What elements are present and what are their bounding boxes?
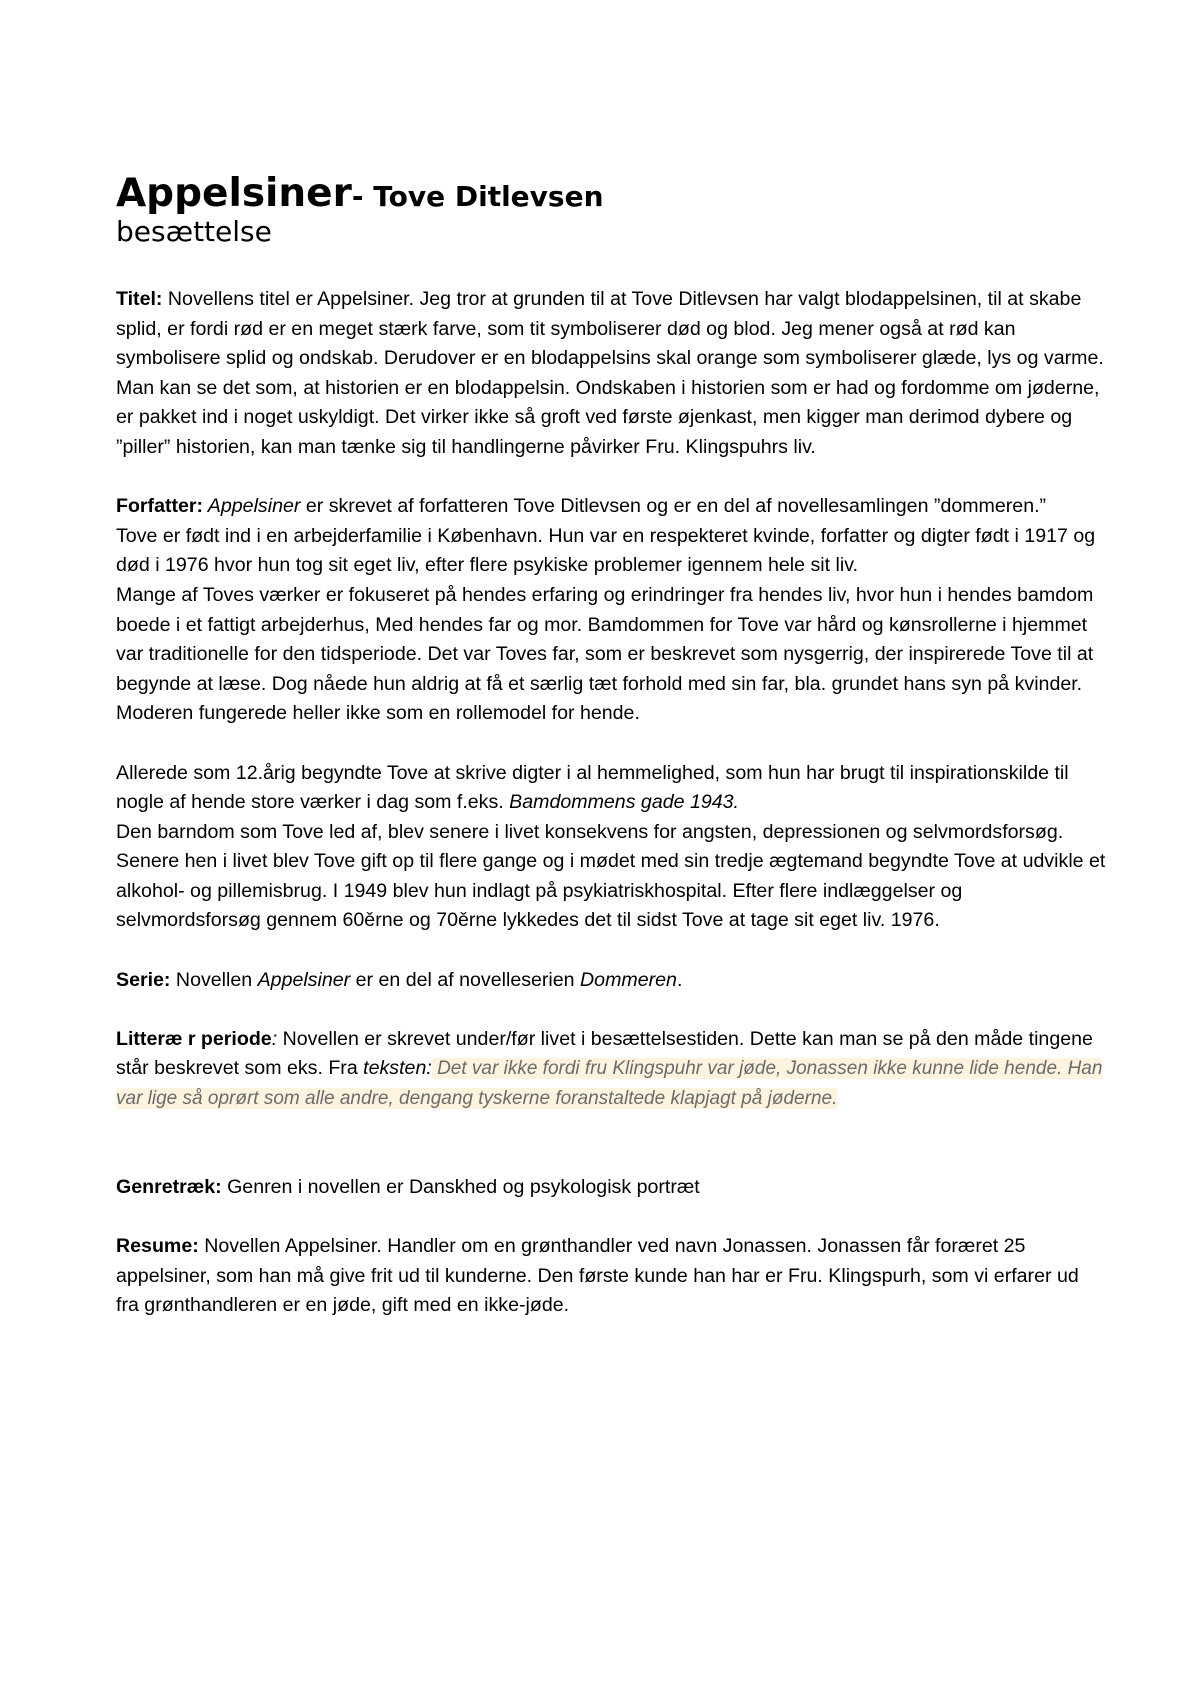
- document-page: [116, 171, 1106, 1321]
- text-titel: Novellens titel er Appelsiner. Jeg tror at grunden til at Tove Ditlevsen har valgt blodappelsinen, til at skabe splid, er fordi rød er en meget stærk farve, som tit symboliserer død og blod. Jeg mener også at rød kan symbolisere splid og ondskab. Derudover er en blodappelsins skal orange som symboliserer glæde, lys og varme. Man kan se det som, at historien er en blodappelsin. Ondskaben i historien som er had og fordomme om jøderne, er pakket ind i noget uskyldigt. Det virker ikke så groft ved første øjenkast, men kigger man derimod dybere og ”piller” historien, kan man tænke sig til handlingerne påvirker Fru. Klingspuhrs liv.: [116, 288, 1104, 458]
- text-genre: Genren i novellen er Danskhed og psykologisk portræt: [221, 1175, 700, 1198]
- italic-serie-1: Appelsiner: [257, 968, 351, 991]
- text-litteraer: Novellen er skrevet under/før livet i besættelsestiden. Dette kan man se på den måde tingene står beskrevet som eks. Fra: [116, 1027, 1093, 1080]
- paragraph-serie: [116, 966, 1106, 996]
- document-body: [116, 285, 1106, 1321]
- title-author: - Tove Ditlevsen: [351, 180, 604, 213]
- label-resume: Resume:: [116, 1235, 199, 1257]
- text-forfatter: er skrevet af forfatteren Tove Ditlevsen og er en del af novellesamlingen ”dommeren.”: [300, 495, 1047, 518]
- document-subtitle: besættelse: [116, 215, 272, 248]
- paragraph-genre: [116, 1173, 1106, 1203]
- spacer: [116, 463, 1106, 493]
- paragraph-forfatter: [116, 492, 1106, 522]
- label-litteraer: Litteræ r periode: [116, 1027, 272, 1050]
- paragraph-forfatter-2: Tove er født ind i en arbejderfamilie i København. Hun var en respekteret kvinde, forfatter og digter født i 1917 og død i 1976 hvor hun tog sit eget liv, efter flere psykiske problemer igennem hele sit liv.: [116, 524, 1096, 577]
- italic-forfatter-4: Bamdommens gade 1943.: [509, 791, 739, 814]
- spacer: [116, 1202, 1106, 1232]
- spacer: [116, 1114, 1106, 1144]
- italic-forfatter: Appelsiner: [203, 495, 301, 518]
- spacer: [116, 995, 1106, 1025]
- document-title: [116, 171, 1106, 216]
- label-genre: Genretræk:: [116, 1175, 222, 1198]
- text-serie-3: .: [676, 968, 683, 991]
- text-serie-2: er en del af novelleserien: [350, 968, 581, 991]
- paragraph-litteraer: [116, 1025, 1106, 1114]
- text-serie-1: Novellen: [170, 968, 258, 991]
- label-forfatter: Forfatter:: [116, 495, 204, 518]
- paragraph-forfatter-3: Mange af Toves værker er fokuseret på hendes erfaring og erindringer fra hendes liv, hvor hun i hendes bamdom boede i et fattigt arbejderhus, Med hendes far og mor. Bamdommen for Tove var hård og kønsrollerne i hjemmet var traditionelle for den tidsperiode. Det var Toves far, som er beskrevet som nysgerrig, der inspirerede Tove til at begynde at læse. Dog nåede hun aldrig at få et særlig tæt forhold med sin far, bla. grundet hans syn på kvinder. Moderen fungerede heller ikke som en rollemodel for hende.: [116, 583, 1094, 725]
- spacer: [116, 936, 1106, 966]
- paragraph-forfatter-5: Den barndom som Tove led af, blev senere i livet konsekvens for angsten, depressionen og selvmordsforsøg. Senere hen i livet blev Tove gift op til flere gange og i mødet med sin tredje ægtemand begyndte Tove at udvikle et alkohol- og pillemisbrug. I 1949 blev hun indlagt på psykiatriskhospital. Efter flere indlæggelser og selvmordsforsøg gennem 60ěrne og 70ěrne lykkedes det til sidst Tove at tage sit eget liv. 1976.: [116, 820, 1106, 932]
- label-titel: Titel:: [116, 288, 163, 310]
- title-main: Appelsiner: [116, 171, 352, 216]
- italic-serie-2: Dommeren: [580, 968, 677, 991]
- paragraph-resume: [116, 1232, 1106, 1321]
- paragraph-titel: [116, 285, 1106, 463]
- text-resume: Novellen Appelsiner. Handler om en grønthandler ved navn Jonassen. Jonassen får foræret 25 appelsiner, som han må give frit ud til kunderne. Den første kunde han har er Fru. Klingspurh, som vi erfarer ud fra grønthandleren er en jøde, gift med en ikke-jøde.: [116, 1235, 1079, 1317]
- label-litteraer-colon: :: [271, 1027, 278, 1050]
- spacer: [116, 729, 1106, 759]
- highlighted-quote: Det var ikke fordi fru Klingspuhr var jøde, Jonassen ikke kunne lide hende. Han var lige så oprørt som alle andre, dengang tyskerne foranstaltede klapjagt på jøderne.: [116, 1058, 1103, 1110]
- spacer: [116, 1143, 1106, 1173]
- label-serie: Serie:: [116, 968, 171, 991]
- italic-litteraer: teksten:: [363, 1057, 432, 1080]
- text-forfatter-4: Allerede som 12.årig begyndte Tove at skrive digter i al hemmelighed, som hun har brugt til inspirationskilde til nogle af hende store værker i dag som f.eks.: [116, 761, 1069, 814]
- paragraph-forfatter-4: [116, 759, 1106, 818]
